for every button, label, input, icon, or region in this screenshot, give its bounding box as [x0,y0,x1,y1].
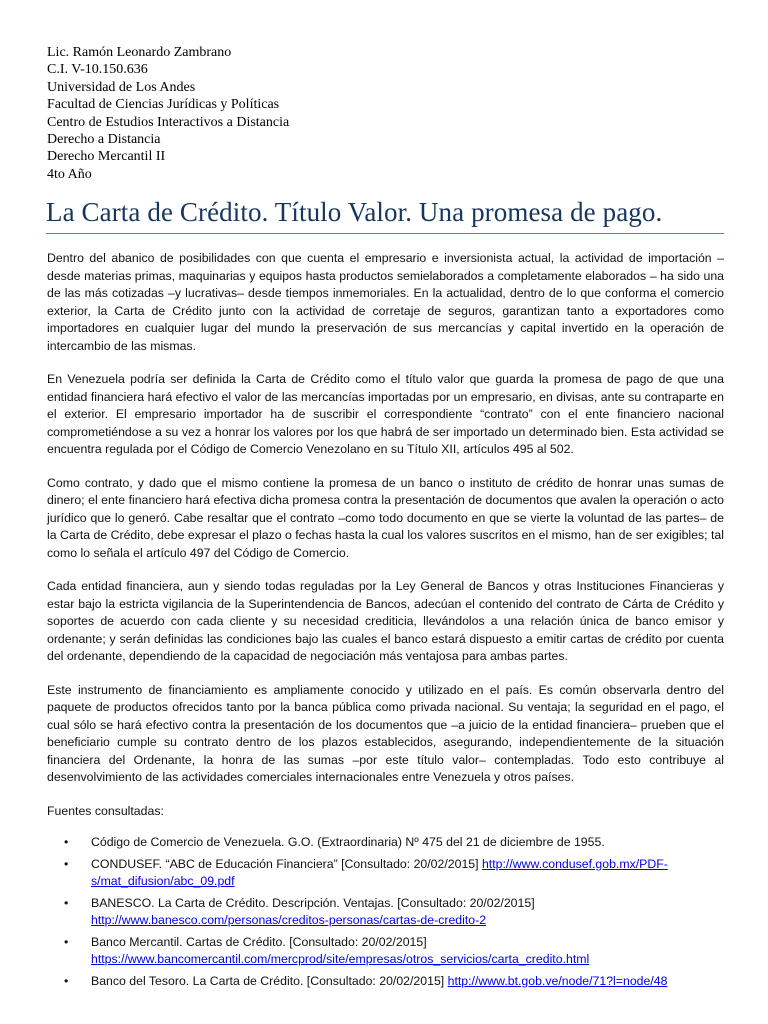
document-title: La Carta de Crédito. Título Valor. Una promesa de pago. [46,197,663,227]
source-link[interactable]: https://www.bancomercantil.com/mercprod/site/empresas/otros_servicios/carta_credito.html [91,952,590,966]
source-text: BANESCO. La Carta de Crédito. Descripción. Ventajas. [Consultado: 20/02/2015] [91,895,535,910]
source-item [47,973,724,991]
bullet-icon: • [64,895,69,910]
source-link[interactable]: http://www.banesco.com/personas/creditos-personas/cartas-de-credito-2 [91,913,487,927]
header-line: Derecho Mercantil II [47,149,166,165]
header-line: Universidad de Los Andes [47,79,196,95]
body-paragraph: En Venezuela podría ser definida la Carta de Crédito como el título valor que guarda la promesa de pago de que una entidad financiera hará efectivo el valor de las mercancías importadas por un empresario, en divisas, ante su contraparte en el exterior. El empresario importador ha de suscribir el correspondiente “contrato” con el ente financiero nacional comprometiéndose a su vez a honrar los valores por los que habrá de ser importado un determinado bien. Esta actividad se encuentra regulada por el Código de Comercio Venezolano en su Título XII, artículos 495 al 502. [47,372,724,456]
source-link[interactable]: http://www.condusef.gob.mx/PDF-s/mat_difusion/abc_09.pdf [91,856,668,888]
sources-heading: Fuentes consultadas: [47,803,164,818]
body-paragraph: Dentro del abanico de posibilidades con que cuenta el empresario e inversionista actual, la actividad de importación – desde materias primas, maquinarias y equipos hasta productos semielaborados a completamente elaborados – ha sido una de las más cotizadas –y lucrativas– desde tiempos inmemoriales. En la actualidad, dentro de lo que conforma el comercio exterior, la Carta de Crédito junto con la actividad de corretaje de seguros, garantizan tanto a exportadores como importadores en cualquier lugar del mundo la preservación de sus mercancías y capital invertido en la operación de intercambio de las mismas. [47,251,724,353]
header-line: Facultad de Ciencias Jurídicas y Políticas [47,97,280,113]
bullet-icon: • [64,973,69,988]
source-text: Banco del Tesoro. La Carta de Crédito. [Consultado: 20/02/2015] [91,973,448,988]
body-paragraph: Cada entidad financiera, aun y siendo todas reguladas por la Ley General de Bancos y otras Instituciones Financieras y estar bajo la estricta vigilancia de la Superintendencia de Bancos, adecúan el contenido del contrato de Cárta de Crédito y soportes de acuerdo con cada cliente y su necesidad crediticia, llevándolos a una relación única de banco emisor y ordenante; y serán definidas las condiciones bajo las cuales el banco estará dispuesto a emitir cartas de crédito por cuenta del ordenante, dependiendo de la capacidad de negociación más ventajosa para ambas partes. [47,579,724,663]
title-divider [46,233,724,234]
source-text: Código de Comercio de Venezuela. G.O. (Extraordinaria) Nº 475 del 21 de diciembre de 1955. [91,835,605,849]
sources-list [47,834,724,990]
document-body [47,250,724,994]
source-item [47,934,724,969]
bullet-icon: • [64,835,69,849]
source-text: CONDUSEF. “ABC de Educación Financiera” [Consultado: 20/02/2015] [91,856,482,871]
header-line: C.I. V-10.150.636 [47,62,148,78]
source-item [47,895,724,930]
source-link[interactable]: http://www.bt.gob.ve/node/71?l=node/48 [447,973,668,988]
body-paragraph: Como contrato, y dado que el mismo contiene la promesa de un banco o instituto de crédito de honrar unas sumas de dinero; el ente financiero hará efectiva dicha promesa contra la presentación de documentos que avalen la operación o acto jurídico que lo generó. Cabe resaltar que el contrato –como todo documento en que se vierte la voluntad de las partes– de la Carta de Crédito, debe expresar el plazo o fechas hasta la cual los valores suscritos en el mismo, han de ser exigibles; tal como lo señala el artículo 497 del Código de Comercio. [47,475,724,560]
source-item [47,856,724,891]
bullet-icon: • [64,934,69,949]
header-line: Derecho a Distancia [47,132,161,148]
bullet-icon: • [64,856,69,871]
author-header [47,44,289,183]
body-paragraph: Este instrumento de financiamiento es ampliamente conocido y utilizado en el país. Es común observarla dentro del paquete de productos ofrecidos tanto por la banca pública como privada nacional. Su ventaja; la seguridad en el pago, el cual sólo se hará efectivo contra la presentación de los documentos que –a juicio de la entidad financiera– prueben que el beneficiario cumple su contrato dentro de los plazos establecidos, asegurando, independientemente de la situación financiera del Ordenante, la honra de las sumas –por este título valor– contempladas. Todo esto contribuye al desenvolvimiento de las actividades comerciales internacionales entre Venezuela y otros países. [47,682,724,784]
source-item [47,834,724,852]
header-line: 4to Año [47,166,92,182]
header-line: Lic. Ramón Leonardo Zambrano [47,45,232,60]
header-line: Centro de Estudios Interactivos a Distancia [47,114,290,130]
source-text: Banco Mercantil. Cartas de Crédito. [Consultado: 20/02/2015] [91,934,427,949]
